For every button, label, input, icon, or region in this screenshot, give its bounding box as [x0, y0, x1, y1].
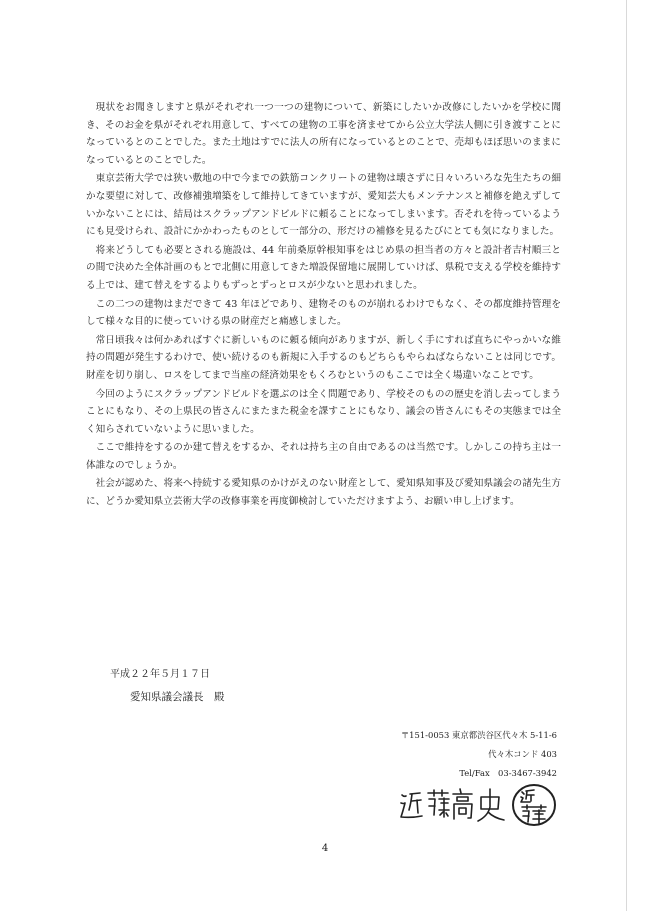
letter-body: [86, 99, 561, 512]
paragraph-6: 今回のようにスクラップアンドビルドを選ぶのは全く問題であり、学校そのものの歴史を消し去ってしまうことにもなり、その上県民の皆さんにまたまた税金を課すことにもなり、議会の皆さんにもその実態までは全く知らされていないように思いました。: [86, 388, 561, 435]
paragraph-1: 現状をお聞きしますと県がそれぞれ一つ一つの建物について、新築にしたいか改修にしたいかを学校に聞き、そのお金を県がそれぞれ用意して、すべての建物の工事を済ませてから公立大学法人側に引き渡すことになっているとのことでした。また土地はすでに法人の所有になっているとのことで、売却もほぼ思いのままになっているとのことでした。: [86, 102, 561, 166]
name-seal-stamp: [510, 782, 558, 828]
sender-telfax-line: Tel/Fax 03-3467-3942: [459, 768, 557, 778]
paragraph-8: 社会が認めた、将来へ持続する愛知県のかけがえのない財産として、愛知県知事及び愛知県議会の諸先生方に、どうか愛知県立芸術大学の改修事業を再度御検討していただけますよう、お願い申し上げます。: [86, 478, 561, 508]
letter-addressee: 愛知県議会議長 殿: [130, 691, 225, 703]
paragraph-3: 将来どうしても必要とされる施設は、44 年前桑原幹根知事をはじめ県の担当者の方々と設計者吉村順三との間で決めた全体計画のもとで北側に用意してきた増設保留地に展開していけば、県税で支える学校を維持する上では、建て替えをするよりもずっとずっとロスが少ないと思われました。: [86, 244, 561, 291]
handwritten-signature: [398, 785, 508, 825]
paragraph-5: 常日頃我々は何かあればすぐに新しいものに頼る傾向がありますが、新しく手にすれば直ちにやっかいな維持の問題が発生するわけで、使い続けるのも新規に入手するのもどちらもやらねばならないことは同じです。財産を切り崩し、ロスをしてまで当座の経済効果をもくろむというのもここでは全く場違いなことです。: [86, 334, 561, 381]
sender-address-line: 〒151-0053 東京都渋谷区代々木 5-11-6: [400, 730, 557, 740]
page-number: 4: [321, 843, 329, 854]
paragraph-7: ここで維持をするのか建て替えをするか、それは持ち主の自由であるのは当然です。しかしこの持ち主は一体誰なのでしょうか。: [86, 442, 561, 471]
scan-edge-line: [626, 0, 627, 911]
letter-date: 平成２２年５月１７日: [110, 669, 210, 680]
paragraph-4: この二つの建物はまだできて 43 年ほどであり、建物そのものが崩れるわけでもなく、その都度維持管理をして様々な目的に使っていける県の財産だと痛感しました。: [86, 298, 561, 328]
paragraph-2: 東京芸術大学では狭い敷地の中で今までの鉄筋コンクリートの建物は壊さずに日々いろいろな先生たちの細かな要望に対して、改修補強増築をして維持してきていますが、愛知芸大もメンテナンスと補修を絶えずしていかないことには、結局はスクラップアンドビルドに頼ることになってしまいます。否それを待っているようにも見受けられ、設計にかかわったものとして一部分の、形だけの補修を見るたびにとても気になりました。: [86, 173, 561, 238]
sender-building-line: 代々木コンド 403: [488, 749, 557, 759]
